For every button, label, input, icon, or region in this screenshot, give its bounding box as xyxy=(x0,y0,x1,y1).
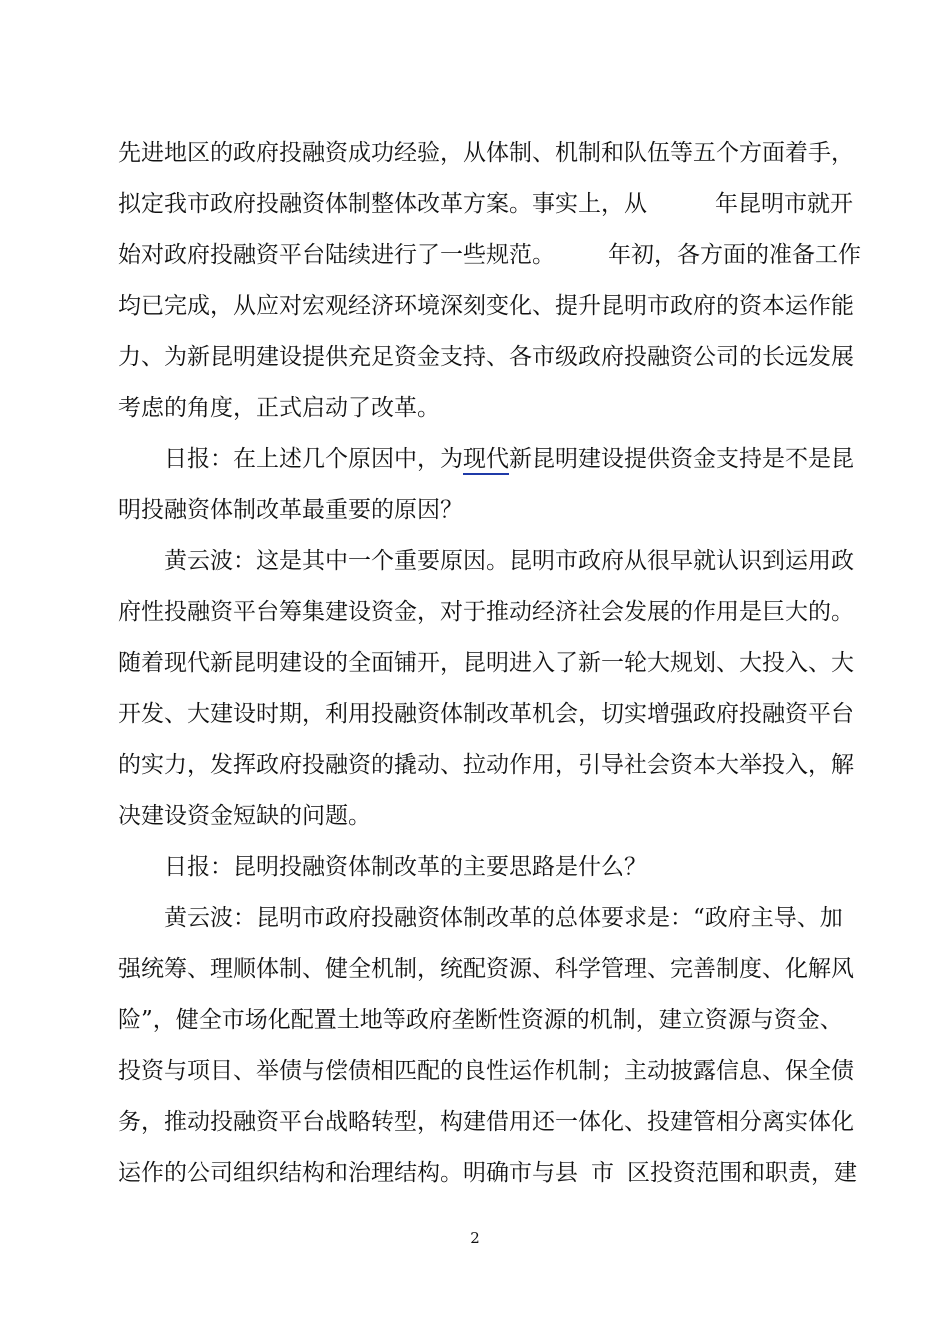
body-text-segment: 市 xyxy=(591,1160,614,1186)
body-text-line: 险”，健全市场化配置土地等政府垄断性资源的机制，建立资源与资金、 xyxy=(118,1007,843,1033)
body-text-line: 均已完成，从应对宏观经济环境深刻变化、提升昆明市政府的资本运作能 xyxy=(118,293,854,319)
answer-line: 黄云波：昆明市政府投融资体制改革的总体要求是：“政府主导、加 xyxy=(164,905,843,931)
body-text-line: 务，推动投融资平台战略转型，构建借用还一体化、投建管相分离实体化 xyxy=(118,1109,854,1135)
question-line xyxy=(164,442,854,476)
body-text-line xyxy=(118,187,853,221)
body-text-segment: 区投资范围和职责，建 xyxy=(627,1160,857,1186)
body-text-line xyxy=(118,1156,857,1190)
body-text-line: 决建设资金短缺的问题。 xyxy=(118,803,371,829)
body-text-line: 考虑的角度，正式启动了改革。 xyxy=(118,395,440,421)
body-text-line: 明投融资体制改革最重要的原因？ xyxy=(118,497,463,523)
body-text-segment: 运作的公司组织结构和治理结构。明确市与县 xyxy=(118,1160,578,1186)
body-text-segment: 新昆明建设提供资金支持是不是昆 xyxy=(509,446,854,472)
body-text-segment: 始对政府投融资平台陆续进行了一些规范。 xyxy=(118,242,555,268)
page-number: 2 xyxy=(470,1229,480,1247)
body-text-segment: 日报：在上述几个原因中，为 xyxy=(164,446,463,472)
question-line: 日报：昆明投融资体制改革的主要思路是什么？ xyxy=(164,854,647,880)
underlined-text: 现代 xyxy=(463,446,509,475)
body-text-segment: 年昆明市就开 xyxy=(715,191,853,217)
body-text-segment: 拟定我市政府投融资体制整体改革方案。事实上，从 xyxy=(118,191,647,217)
body-text-line xyxy=(118,238,861,272)
body-text-line: 强统筹、理顺体制、健全机制，统配资源、科学管理、完善制度、化解风 xyxy=(118,956,854,982)
body-text-line: 的实力，发挥政府投融资的撬动、拉动作用，引导社会资本大举投入，解 xyxy=(118,752,854,778)
body-text-segment: 年初，各方面的准备工作 xyxy=(608,242,861,268)
body-text-line: 先进地区的政府投融资成功经验，从体制、机制和队伍等五个方面着手， xyxy=(118,140,854,166)
body-text-line: 随着现代新昆明建设的全面铺开，昆明进入了新一轮大规划、大投入、大 xyxy=(118,650,854,676)
answer-line: 黄云波：这是其中一个重要原因。昆明市政府从很早就认识到运用政 xyxy=(164,548,854,574)
body-text-line: 开发、大建设时期，利用投融资体制改革机会，切实增强政府投融资平台 xyxy=(118,701,854,727)
body-text-line: 力、为新昆明建设提供充足资金支持、各市级政府投融资公司的长远发展 xyxy=(118,344,854,370)
body-text-line: 府性投融资平台筹集建设资金，对于推动经济社会发展的作用是巨大的。 xyxy=(118,599,854,625)
body-text-line: 投资与项目、举债与偿债相匹配的良性运作机制；主动披露信息、保全债 xyxy=(118,1058,854,1084)
